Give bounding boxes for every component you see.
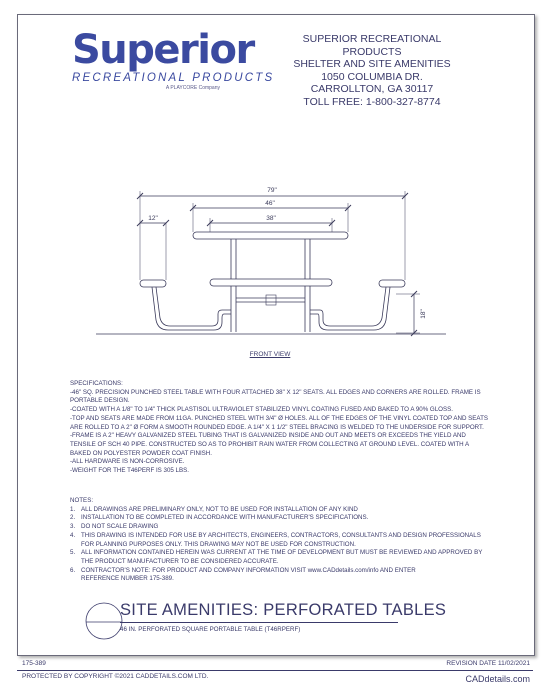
note-text: CONTRACTOR'S NOTE: FOR PRODUCT AND COMPANY INFORMATION VISIT www.CADdetails.com/info AND ENTER — [81, 566, 416, 574]
note-continuation: THE PRODUCT MANUFACTURER TO BE CONSIDERED ACCURATE. — [81, 557, 279, 565]
company-name: SUPERIOR RECREATIONAL PRODUCTS — [302, 33, 442, 58]
note-number: 1. — [70, 505, 76, 513]
notes-heading: NOTES: — [70, 497, 94, 504]
spec-line: -ALL HARDWARE IS NON-CORROSIVE. — [70, 458, 185, 466]
note-item — [70, 567, 490, 576]
note-item — [70, 514, 490, 523]
note-item — [70, 523, 490, 532]
logo-wordmark: Superior — [72, 27, 254, 73]
dim-label-top: 38" — [266, 215, 276, 222]
note-continuation: FOR PLANNING PURPOSES ONLY. THIS DRAWING MAY NOT BE USED FOR CONSTRUCTION. — [81, 540, 356, 548]
dim-label-table: 46" — [265, 200, 275, 207]
copyright-notice: PROTECTED BY COPYRIGHT ©2021 CADDETAILS.COM LTD. — [22, 673, 209, 680]
note-item — [70, 506, 490, 515]
company-street: 1050 COLUMBIA DR. — [321, 70, 423, 83]
notes-block — [70, 497, 490, 584]
title-divider — [120, 622, 398, 623]
note-text: DO NOT SCALE DRAWING — [81, 523, 159, 531]
center-seat — [210, 279, 332, 286]
note-text: THIS DRAWING IS INTENDED FOR USE BY ARCHITECTS, ENGINEERS, CONTRACTORS, CONSULTANTS AND DESIGN PROFESSIONALS — [81, 531, 481, 539]
company-phone: TOLL FREE: 1-800-327-8774 — [303, 95, 441, 108]
note-number: 5. — [70, 549, 76, 557]
spec-heading: SPECIFICATIONS: — [70, 380, 123, 387]
note-text: ALL INFORMATION CONTAINED HEREIN WAS CURRENT AT THE TIME OF DEVELOPMENT BUT MUST BE REVIEWED AND APPROVED BY — [81, 549, 483, 557]
note-continuation: REFERENCE NUMBER 175-389. — [81, 575, 174, 583]
note-text: ALL DRAWINGS ARE PRELIMINARY ONLY, NOT TO BE USED FOR INSTALLATION OF ANY KIND — [81, 505, 358, 513]
logo-subtitle: RECREATIONAL PRODUCTS — [72, 72, 275, 84]
note-item — [70, 532, 490, 541]
spec-line: -46" SQ. PRECISION PUNCHED STEEL TABLE WITH FOUR ATTACHED 38" X 12" SEATS. ALL EDGES AND CORNERS ARE ROLLED. FRAME IS PORTABLE DESIGN. — [70, 388, 481, 405]
site-link[interactable]: CADdetails.com — [465, 674, 530, 684]
dim-label-seat: 12" — [148, 215, 158, 222]
right-seat — [379, 280, 405, 287]
spec-line: -FRAME IS A 2" HEAVY GALVANIZED STEEL TUBING THAT IS GALVANIZED INSIDE AND OUT AND MEETS OR EXCEEDS THE YIELD AND TENSILE OF SCH 40 PIPE. CONSTRUCTED SO AS TO PROHIBIT RAIN WATER FROM COLLECTING AT GROUND LEVEL. COATED WITH A BAKED ON POLYESTER POWDER COAT FINISH. — [70, 432, 469, 457]
note-number: 6. — [70, 566, 76, 574]
spec-line: -WEIGHT FOR THE T46PERF IS 305 LBS. — [70, 467, 189, 475]
note-number: 3. — [70, 523, 76, 531]
note-item — [70, 549, 490, 558]
revision-date: REVISION DATE 11/02/2021 — [446, 660, 530, 667]
note-number: 2. — [70, 514, 76, 522]
note-text: INSTALLATION TO BE COMPLETED IN ACCORDANCE WITH MANUFACTURER'S SPECIFICATIONS. — [81, 514, 369, 522]
spec-line: -TOP AND SEATS ARE MADE FROM 11GA. PUNCHED STEEL WITH 3/4" Ø HOLES. ALL OF THE EDGES OF THE VINYL COATED TOP AND SEATS ARE ROLLED TO A 2" Ø FORM A SMOOTH ROUNDED EDGE. A 1/4" X 1 1/2" STEEL BRACING IS WELDED TO THE UNDERSIDE FOR SUPPORT. — [70, 414, 488, 431]
company-division: SHELTER AND SITE AMENITIES — [293, 58, 451, 70]
footer-divider — [17, 670, 533, 671]
logo-tagline: A PLAYCORE Company — [165, 85, 220, 91]
left-seat — [140, 280, 166, 287]
drawing-title: SITE AMENITIES: PERFORATED TABLES — [120, 601, 447, 619]
table-top — [193, 232, 348, 239]
spec-line: -COATED WITH A 1/8" TO 1/4" THICK PLASTISOL ULTRAVIOLET STABILIZED VINYL COATING FUSED AND BAKED TO A 90% GLOSS. — [70, 406, 453, 414]
reference-number: 175-389 — [22, 660, 46, 667]
view-label: FRONT VIEW — [249, 351, 291, 358]
title-circle-icon — [84, 601, 124, 641]
dim-label-overall: 79" — [267, 187, 277, 194]
specifications-block — [70, 380, 490, 476]
company-city: CARROLLTON, GA 30117 — [310, 83, 434, 95]
dim-label-height: 18" — [420, 309, 427, 319]
drawing-subtitle: 46 IN. PERFORATED SQUARE PORTABLE TABLE (T46RPERF) — [120, 626, 301, 633]
note-number: 4. — [70, 531, 76, 539]
